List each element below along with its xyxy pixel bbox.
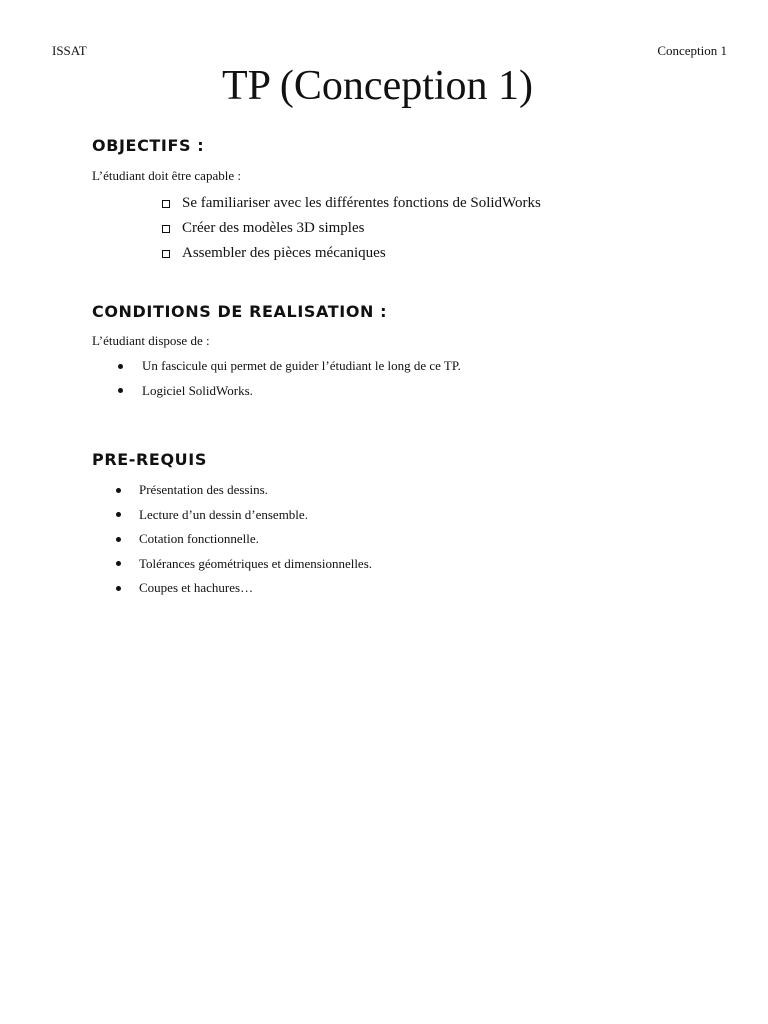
list-item-text: Assembler des pièces mécaniques (182, 245, 386, 261)
bullet-icon (118, 364, 123, 369)
checkbox-icon (162, 250, 170, 258)
list-item-text: Se familiariser avec les différentes fonctions de SolidWorks (182, 195, 541, 211)
list-item (118, 379, 461, 404)
bullet-icon (116, 586, 121, 591)
bullet-icon (118, 388, 123, 393)
conditions-heading: CONDITIONS DE REALISATION : (92, 302, 388, 321)
list-item (118, 354, 461, 379)
header-institution: ISSAT (52, 43, 87, 58)
list-item (162, 241, 541, 266)
header-course: Conception 1 (657, 43, 727, 58)
bullet-icon (116, 561, 121, 566)
checkbox-icon (162, 225, 170, 233)
list-item (116, 503, 372, 528)
list-item-text: Logiciel SolidWorks. (142, 382, 253, 398)
objectifs-intro: L’étudiant doit être capable : (92, 168, 241, 183)
list-item (116, 576, 372, 601)
list-item-text: Présentation des dessins. (139, 482, 268, 498)
bullet-icon (116, 488, 121, 493)
list-item (116, 478, 372, 503)
bullet-icon (116, 512, 121, 517)
list-item (116, 552, 372, 577)
list-item (116, 527, 372, 552)
list-item (162, 216, 541, 241)
list-item-text: Un fascicule qui permet de guider l’étudiant le long de ce TP. (142, 358, 461, 374)
conditions-list (118, 354, 461, 403)
list-item-text: Coupes et hachures… (139, 580, 254, 596)
objectifs-list (162, 191, 541, 266)
list-item-text: Créer des modèles 3D simples (182, 220, 365, 236)
prerequis-list (116, 478, 372, 601)
list-item-text: Cotation fonctionnelle. (139, 531, 259, 547)
list-item-text: Tolérances géométriques et dimensionnelles. (139, 555, 373, 571)
list-item-text: Lecture d’un dessin d’ensemble. (139, 506, 308, 522)
bullet-icon (116, 537, 121, 542)
conditions-intro: L’étudiant dispose de : (92, 333, 210, 348)
page-title: TP (Conception 1) (221, 63, 534, 109)
prerequis-heading: PRE-REQUIS (92, 450, 207, 469)
objectifs-heading: OBJECTIFS : (92, 136, 205, 155)
list-item (162, 191, 541, 216)
checkbox-icon (162, 200, 170, 208)
